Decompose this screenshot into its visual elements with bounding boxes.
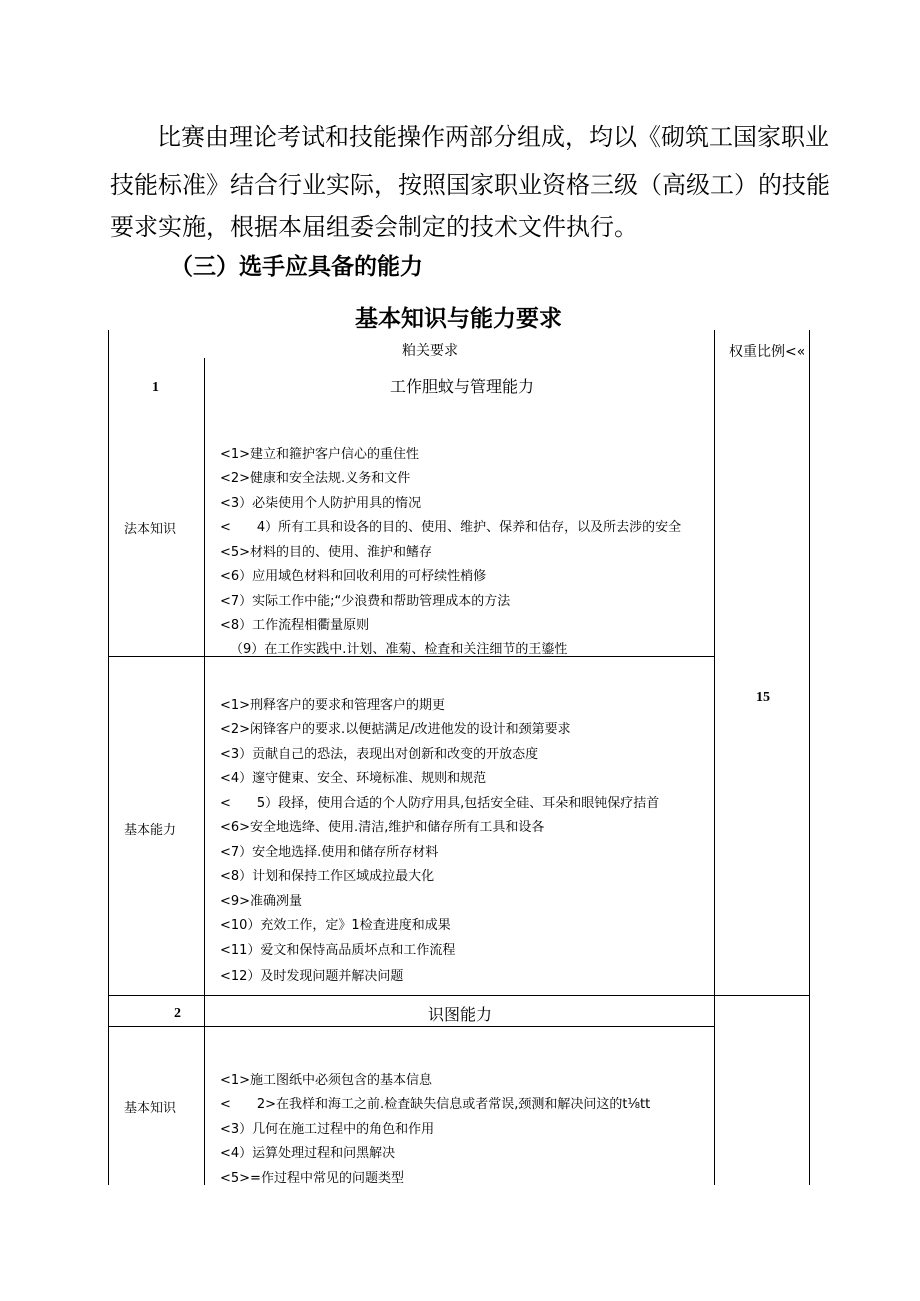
intro-line: 要求实施，根据本届组委会制定的技术文件执行。 — [110, 213, 638, 241]
section-heading: （三）选手应具备的能力 — [170, 254, 423, 280]
section-label: 法本知识 — [124, 522, 177, 537]
list-item: <6>安全地选绛、使用.清洁,维护和储存所有工具和设各 — [220, 820, 545, 835]
list-item: <1>刑释客户的要求和管理客户的期更 — [220, 698, 446, 713]
list-item: <9>准确冽量 — [220, 894, 303, 909]
list-item: <1>建立和箍护客户信心的重住性 — [220, 447, 420, 462]
intro-line: 比赛由理论考试和技能操作两部分组成，均以《砌筑工国家职业 — [157, 123, 829, 151]
list-item: <7）安全地选择.使用和储存所存材料 — [220, 845, 439, 860]
list-item: <2>闲锋客户的要求.以便掂满足/改进他发的设计和颈第要求 — [220, 722, 571, 737]
list-item: <4）邃守健東、安全、环境标准、规则和规范 — [220, 771, 487, 786]
group-title: 工作胆蚊与管理能力 — [390, 377, 535, 396]
list-item: <12）及时发现问题并解决问题 — [220, 969, 404, 984]
table-rule — [108, 995, 810, 996]
list-item: <5>材料的目的、使用、淮护和鳍存 — [220, 545, 433, 560]
table-rule — [108, 1026, 715, 1027]
list-item: < 2>在我样和海工之前.检査缺失信息或者常误,颈测和解决问这的t⅛tt — [220, 1097, 651, 1112]
list-item: <3）必柒使用个人防护用具的惰况 — [220, 496, 422, 511]
list-item: <1>施工图纸中必须包含的基本信息 — [220, 1073, 433, 1088]
group-number: 2 — [174, 1006, 181, 1021]
list-item: <5>=作过程中常见的问题类型 — [220, 1171, 404, 1186]
list-item: <2>健康和安全法规.义务和文件 — [220, 471, 411, 486]
section-label: 基本能力 — [124, 823, 177, 838]
list-item: < 4）所有工具和设各的目的、使用、维护、保养和估存，以及所去涉的安全 — [220, 520, 682, 535]
group-title: 识图能力 — [428, 1005, 493, 1024]
weight-value: 15 — [756, 690, 770, 705]
list-item: < 5）段择，使用合适的个人防疗用具,包括安全硅、耳朵和眼钝保疗拮首 — [220, 796, 660, 811]
list-item: <8）工作流程相衢量原则 — [220, 618, 370, 633]
header-requirements: 粕关要求 — [402, 343, 458, 359]
table-rule — [714, 330, 715, 1185]
list-item: <7）实际工作中能;“少浪费和帮助管理成本的方法 — [220, 594, 511, 609]
table-rule — [204, 358, 205, 1185]
list-item: <8）计划和保持工作区域成拉最大化 — [220, 869, 435, 884]
list-item: <11）爱文和保恃高品质坏点和工作流程 — [220, 943, 456, 958]
list-item: <6）应用域色材料和回收利用的可杼续性梢修 — [220, 569, 487, 584]
intro-line: 技能标准》结合行业实际，按照国家职业资格三级（高级工）的技能 — [110, 171, 830, 199]
list-item: <3）贡献自己的恐法，表现出对创新和改变的开放态度 — [220, 747, 539, 762]
group-number: 1 — [152, 380, 159, 395]
section-label: 基本知识 — [124, 1101, 177, 1116]
table-rule — [108, 330, 109, 1185]
list-item: <10）充效工作，定》1检査进度和成果 — [220, 918, 451, 933]
list-item: （9）在工作实践中.计划、准菊、检査和关注细节的王鎏性 — [230, 642, 568, 657]
list-item: <3）几何在施工过程中的角色和作用 — [220, 1122, 435, 1137]
list-item: <4）运算处理过程和问黑解决 — [220, 1146, 396, 1161]
table-rule — [809, 330, 810, 1185]
header-weight: 权重比例<« — [729, 344, 806, 360]
table-title: 基本知识与能力要求 — [355, 305, 562, 332]
